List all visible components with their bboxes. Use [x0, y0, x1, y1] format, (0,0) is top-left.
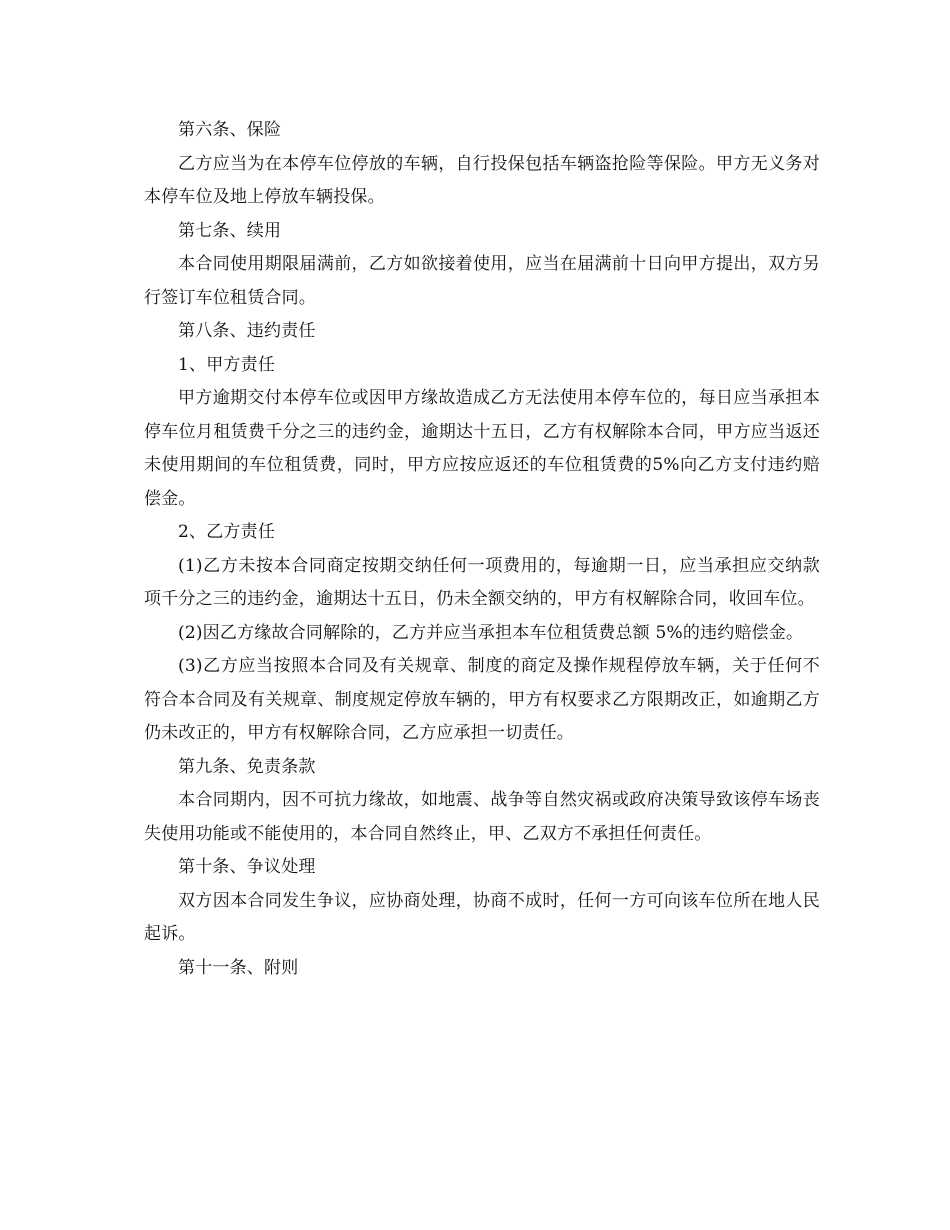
section-heading-exemption: 第九条、免责条款 — [178, 756, 316, 777]
section-heading-breach: 第八条、违约责任 — [178, 321, 316, 341]
paragraph-dispute: 双方因本合同发生争议，应协商处理，协商不成时，任何一方可向该车位所在地人民起诉。 — [144, 890, 820, 944]
paragraph-party-a: 甲方逾期交付本停车位或因甲方缘故造成乙方无法使用本停车位的，每日应当承担本停车位月租赁费千分之三的违约金，逾期达十五日，乙方有权解除本合同，甲方应当返还未使用期间的车位租赁费，同时，甲方应按应返还的车位租赁费的5%向乙方支付违约赔偿金。 — [144, 388, 820, 509]
document-body — [144, 114, 820, 985]
paragraph-party-b-2: (2)因乙方缘故合同解除的，乙方并应当承担本车位租赁费总额 5%的违约赔偿金。 — [178, 622, 804, 643]
paragraph-renewal: 本合同使用期限届满前，乙方如欲接着使用，应当在届满前十日向甲方提出，双方另行签订车位租赁合同。 — [144, 254, 820, 308]
subheading-party-b: 2、乙方责任 — [178, 522, 276, 542]
paragraph-party-b-3: (3)乙方应当按照本合同及有关规章、制度的商定及操作规程停放车辆，关于任何不符合本合同及有关规章、制度规定停放车辆的，甲方有权要求乙方限期改正，如逾期乙方仍未改正的，甲方有权解除合同，乙方应承担一切责任。 — [144, 656, 820, 743]
section-heading-renewal: 第七条、续用 — [178, 220, 282, 241]
section-heading-dispute: 第十条、争议处理 — [178, 857, 316, 877]
subheading-party-a: 1、甲方责任 — [178, 354, 276, 375]
paragraph-party-b-1: (1)乙方未按本合同商定按期交纳任何一项费用的，每逾期一日，应当承担应交纳款项千分之三的违约金，逾期达十五日，仍未全额交纳的，甲方有权解除合同，收回车位。 — [144, 555, 820, 609]
section-heading-insurance: 第六条、保险 — [178, 120, 282, 140]
paragraph-exemption: 本合同期内，因不可抗力缘故，如地震、战争等自然灾祸或政府决策导致该停车场丧失使用功能或不能使用的，本合同自然终止，甲、乙双方不承担任何责任。 — [144, 790, 820, 844]
paragraph-insurance: 乙方应当为在本停车位停放的车辆，自行投保包括车辆盗抢险等保险。甲方无义务对本停车位及地上停放车辆投保。 — [144, 153, 820, 207]
section-heading-supplementary: 第十一条、附则 — [178, 957, 299, 978]
